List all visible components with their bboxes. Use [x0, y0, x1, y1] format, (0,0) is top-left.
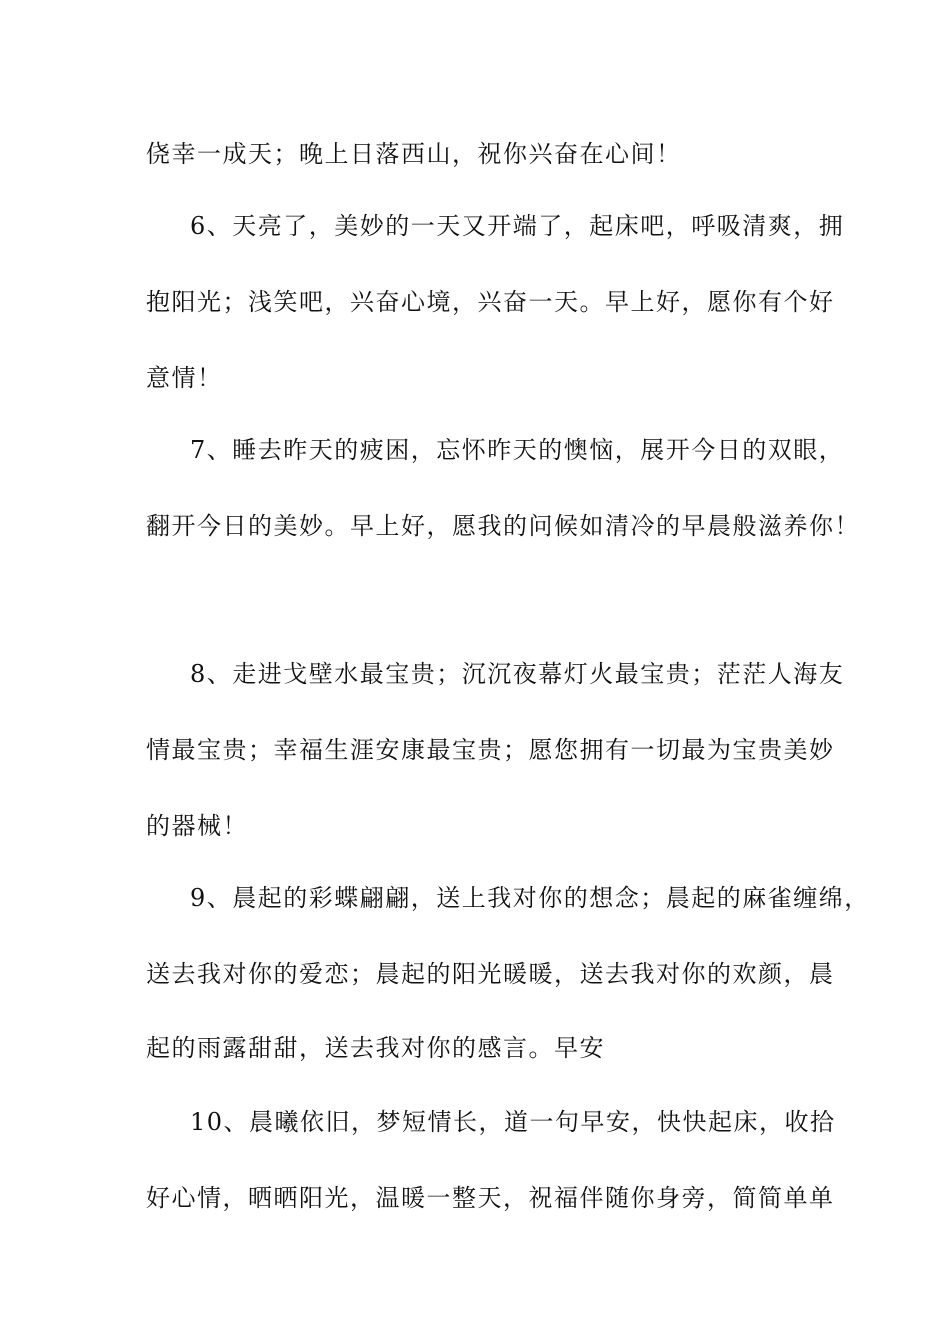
text-line-1: 侥幸一成天；晚上日落西山，祝你兴奋在心间！: [146, 140, 682, 168]
text-line-5: 7、睡去昨天的疲困，忘怀昨天的懊恼，展开今日的双眼，: [190, 436, 845, 464]
text-line-10: 9、晨起的彩蝶翩翩，送上我对你的想念；晨起的麻雀缠绵，: [190, 884, 870, 912]
text-line-6: 翻开今日的美妙。早上好，愿我的问候如清冷的早晨般滋养你！: [146, 512, 860, 540]
text-line-4: 意情！: [146, 364, 223, 392]
text-line-11: 送去我对你的爱恋；晨起的阳光暖暖，送去我对你的欢颜，晨: [146, 960, 835, 988]
text-line-9: 的器械！: [146, 812, 248, 840]
text-line-12: 起的雨露甜甜，送去我对你的感言。早安: [146, 1034, 605, 1062]
text-line-2: 6、天亮了，美妙的一天又开端了，起床吧，呼吸清爽，拥: [190, 212, 845, 240]
text-line-13: 10、晨曦依旧，梦短情长，道一句早安，快快起床，收拾: [190, 1108, 836, 1136]
text-line-7: 8、走进戈壁水最宝贵；沉沉夜幕灯火最宝贵；茫茫人海友: [190, 660, 845, 688]
text-line-8: 情最宝贵；幸福生涯安康最宝贵；愿您拥有一切最为宝贵美妙: [146, 736, 835, 764]
text-line-14: 好心情，晒晒阳光，温暖一整天，祝福伴随你身旁，简简单单: [146, 1184, 835, 1212]
text-line-3: 抱阳光；浅笑吧，兴奋心境，兴奋一天。早上好，愿你有个好: [146, 288, 835, 316]
